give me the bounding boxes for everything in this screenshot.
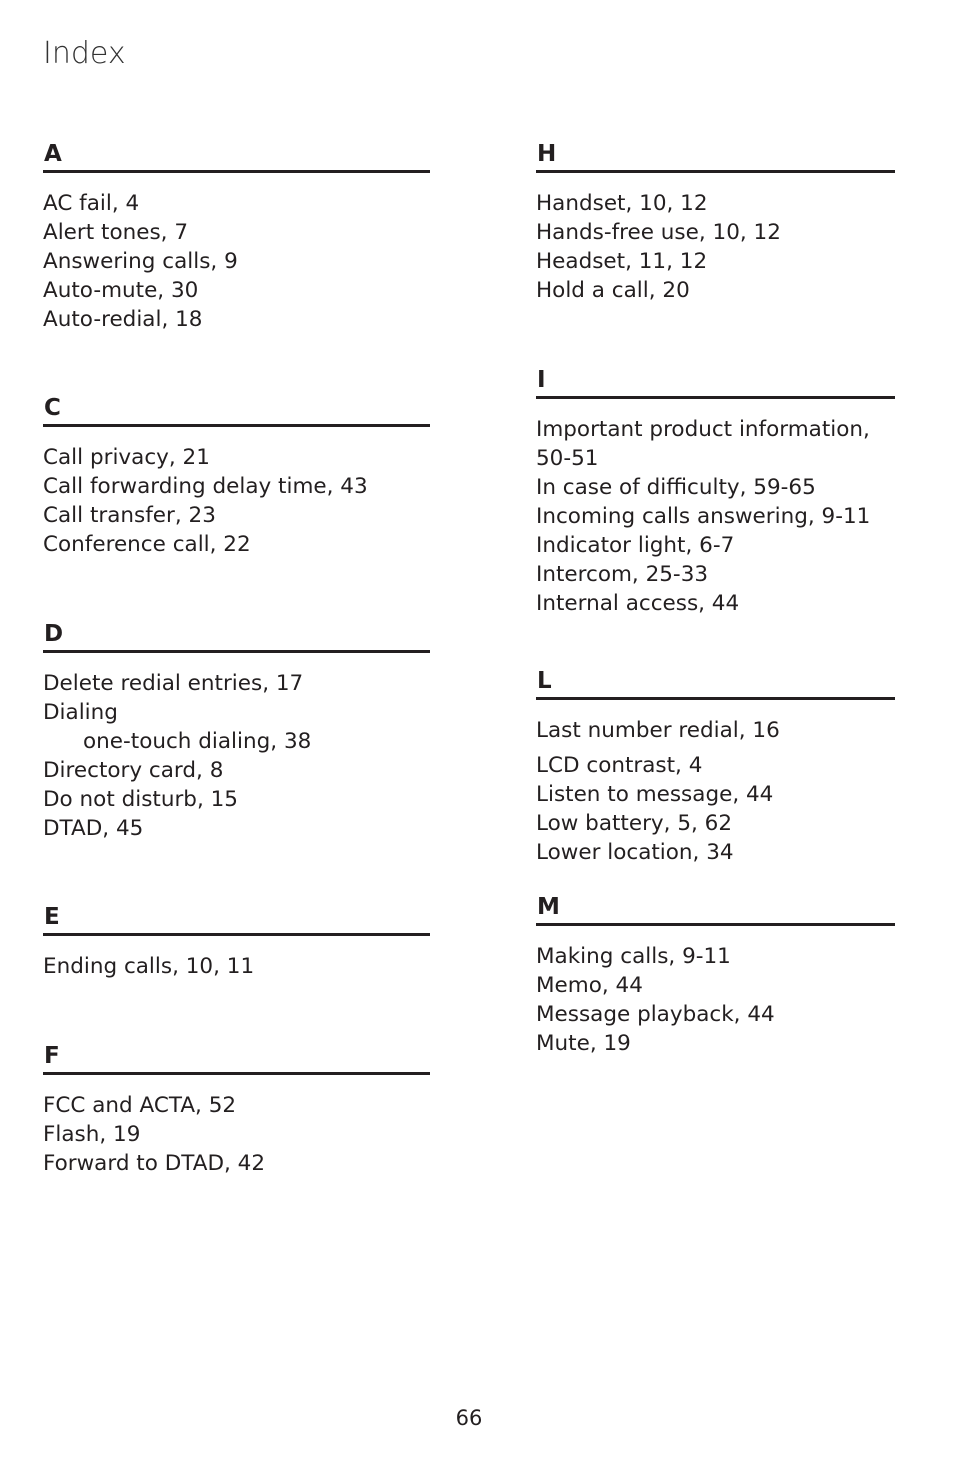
- index-entry: Hold a call, 20: [536, 278, 690, 303]
- section-letter: D: [43, 620, 430, 653]
- index-entry: In case of difficulty, 59-65: [536, 475, 816, 500]
- index-section-d: [43, 620, 430, 843]
- index-entry: Auto-mute, 30: [43, 278, 199, 303]
- index-section-l: [536, 667, 895, 867]
- index-entry: Flash, 19: [43, 1122, 141, 1147]
- index-entry: AC fail, 4: [43, 191, 140, 216]
- index-entry: Lower location, 34: [536, 840, 734, 865]
- entry-list: [536, 189, 895, 305]
- section-letter: I: [536, 366, 895, 399]
- index-entry: Intercom, 25-33: [536, 562, 709, 587]
- index-entry: Low battery, 5, 62: [536, 811, 733, 836]
- index-entry: Dialing: [43, 700, 118, 725]
- index-entry: Incoming calls answering, 9-11: [536, 504, 871, 529]
- entry-list: [43, 189, 430, 334]
- index-entry: Message playback, 44: [536, 1002, 775, 1027]
- index-entry: Call privacy, 21: [43, 445, 210, 470]
- section-letter: H: [536, 140, 895, 173]
- section-letter: F: [43, 1042, 430, 1075]
- section-letter: E: [43, 903, 430, 936]
- entry-list: [536, 415, 895, 618]
- index-entry: Handset, 10, 12: [536, 191, 708, 216]
- index-entry: Answering calls, 9: [43, 249, 238, 274]
- index-entry: Hands-free use, 10, 12: [536, 220, 781, 245]
- index-entry: Directory card, 8: [43, 758, 224, 783]
- index-subentry: one-touch dialing, 38: [83, 729, 312, 754]
- section-letter: A: [43, 140, 430, 173]
- index-entry: Alert tones, 7: [43, 220, 188, 245]
- index-entry: FCC and ACTA, 52: [43, 1093, 237, 1118]
- section-letter: L: [536, 667, 895, 700]
- section-letter: M: [536, 893, 895, 926]
- page-number: 66: [455, 1406, 483, 1430]
- index-section-e: [43, 903, 430, 981]
- section-letter: C: [43, 394, 430, 427]
- index-entry: 50-51: [536, 446, 599, 471]
- index-section-h: [536, 140, 895, 305]
- index-section-i: [536, 366, 895, 618]
- entry-list: [43, 443, 430, 559]
- entry-list: [43, 669, 430, 843]
- index-section-c: [43, 394, 430, 559]
- entry-list: [43, 952, 430, 981]
- index-entry: Internal access, 44: [536, 591, 740, 616]
- index-entry: Making calls, 9-11: [536, 944, 731, 969]
- index-entry: Ending calls, 10, 11: [43, 954, 255, 979]
- index-entry: Do not disturb, 15: [43, 787, 238, 812]
- index-entry: Listen to message, 44: [536, 782, 774, 807]
- index-entry: Call transfer, 23: [43, 503, 216, 528]
- index-entry: Mute, 19: [536, 1031, 631, 1056]
- index-entry: Memo, 44: [536, 973, 643, 998]
- index-entry: Conference call, 22: [43, 532, 251, 557]
- index-entry: Call forwarding delay time, 43: [43, 474, 368, 499]
- index-entry: Headset, 11, 12: [536, 249, 708, 274]
- page-title: Index: [43, 36, 126, 71]
- index-entry: Auto-redial, 18: [43, 307, 203, 332]
- index-section-a: [43, 140, 430, 334]
- index-entry: Last number redial, 16: [536, 718, 780, 743]
- index-entry: Indicator light, 6-7: [536, 533, 735, 558]
- entry-list: [536, 942, 895, 1058]
- index-section-m: [536, 893, 895, 1058]
- index-section-f: [43, 1042, 430, 1178]
- index-entry: LCD contrast, 4: [536, 753, 703, 778]
- index-entry: Forward to DTAD, 42: [43, 1151, 266, 1176]
- entry-list: [43, 1091, 430, 1178]
- index-entry: Important product information,: [536, 417, 870, 442]
- index-entry: DTAD, 45: [43, 816, 144, 841]
- entry-list: [536, 716, 895, 867]
- index-entry: Delete redial entries, 17: [43, 671, 304, 696]
